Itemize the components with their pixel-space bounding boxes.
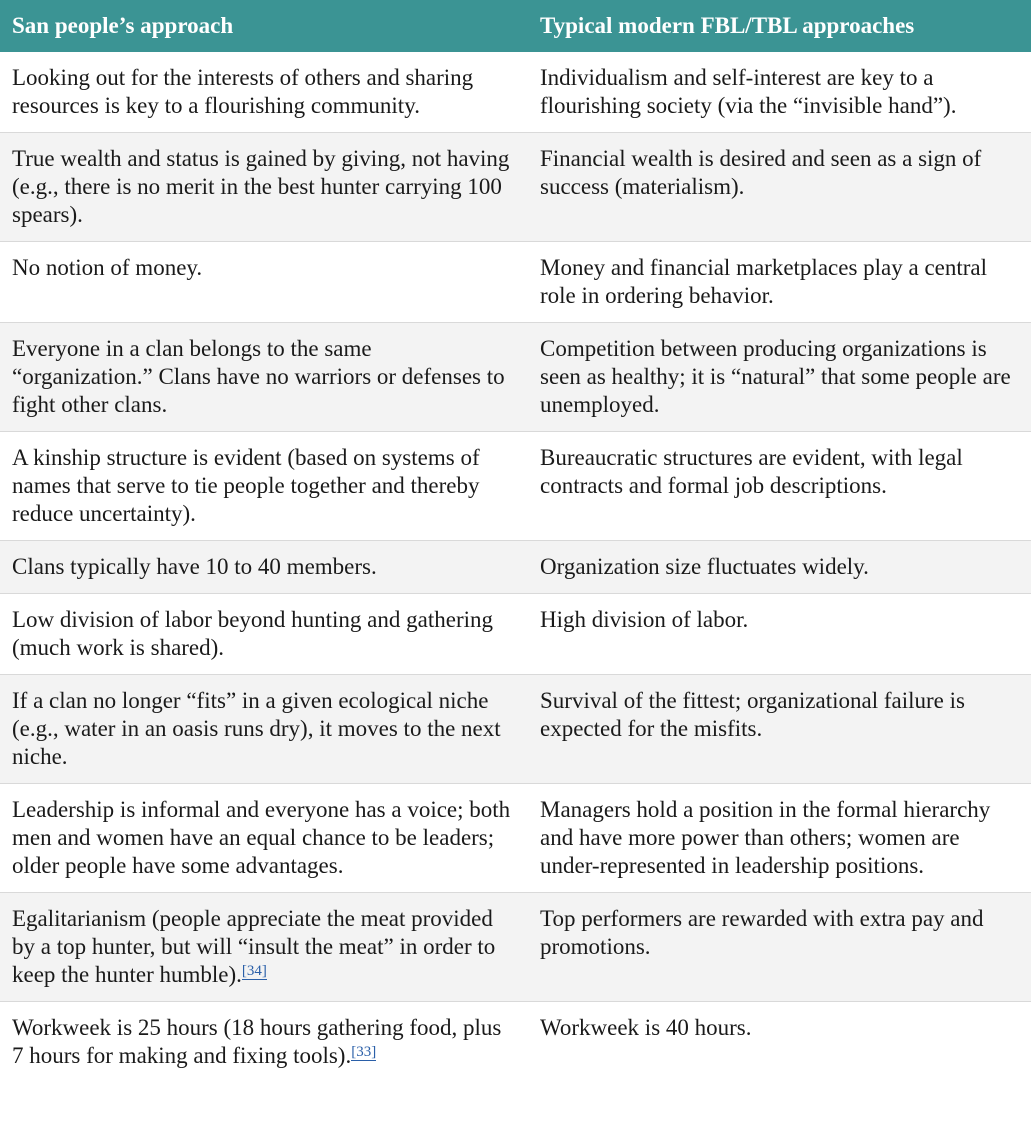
san-cell-text: Low division of labor beyond hunting and gathering (much work is shared). [12, 607, 494, 660]
table-header-row [0, 0, 1031, 52]
table-row [0, 133, 1031, 242]
modern-cell-text: Bureaucratic structures are evident, with legal contracts and formal job descriptions. [540, 445, 963, 498]
modern-cell-text: Money and financial marketplaces play a central role in ordering behavior. [540, 255, 988, 308]
san-cell [0, 133, 528, 242]
san-cell [0, 242, 528, 323]
citation-link-34[interactable]: [34] [241, 963, 267, 979]
san-cell [0, 323, 528, 432]
san-cell-text: Looking out for the interests of others and sharing resources is key to a flourishing community. [12, 65, 474, 118]
modern-cell [528, 52, 1031, 133]
modern-cell-text: Top performers are rewarded with extra pay and promotions. [540, 906, 984, 959]
modern-cell-text: Survival of the fittest; organizational failure is expected for the misfits. [540, 688, 965, 741]
citation-superscript [351, 1044, 376, 1061]
modern-cell [528, 323, 1031, 432]
modern-cell-text: Managers hold a position in the formal hierarchy and have more power than others; women are under-represented in leadership positions. [540, 797, 991, 878]
san-cell [0, 893, 528, 1002]
modern-cell-text: Competition between producing organizations is seen as healthy; it is “natural” that some people are unemployed. [540, 336, 1011, 417]
modern-cell-text: Organization size fluctuates widely. [540, 554, 869, 579]
modern-cell [528, 541, 1031, 594]
san-cell [0, 594, 528, 675]
table-row [0, 432, 1031, 541]
modern-cell [528, 893, 1031, 1002]
modern-cell-text: Individualism and self-interest are key to a flourishing society (via the “invisible hand”). [540, 65, 957, 118]
modern-cell [528, 594, 1031, 675]
table-row [0, 784, 1031, 893]
table-row [0, 1002, 1031, 1083]
san-cell [0, 784, 528, 893]
table-row [0, 594, 1031, 675]
table-row [0, 323, 1031, 432]
citation-link-33[interactable]: [33] [351, 1044, 377, 1060]
san-cell-text: If a clan no longer “fits” in a given ecological niche (e.g., water in an oasis runs dry), it moves to the next niche. [12, 688, 501, 769]
san-cell-text: A kinship structure is evident (based on systems of names that serve to tie people together and thereby reduce uncertainty). [12, 445, 480, 526]
san-cell [0, 541, 528, 594]
san-cell-text: Workweek is 25 hours (18 hours gathering food, plus 7 hours for making and fixing tools). [12, 1015, 502, 1068]
modern-cell-text: Workweek is 40 hours. [540, 1015, 752, 1040]
san-cell-text: Egalitarianism (people appreciate the meat provided by a top hunter, but will “insult the meat” in order to keep the hunter humble). [12, 906, 496, 987]
modern-cell [528, 784, 1031, 893]
modern-cell-text: High division of labor. [540, 607, 749, 632]
table-row [0, 675, 1031, 784]
column-header-modern-approach: Typical modern FBL/TBL approaches [528, 0, 1031, 52]
table-row [0, 541, 1031, 594]
san-cell [0, 675, 528, 784]
table-row [0, 242, 1031, 323]
san-cell-text: Clans typically have 10 to 40 members. [12, 554, 377, 579]
modern-cell [528, 675, 1031, 784]
san-cell-text: Everyone in a clan belongs to the same “organization.” Clans have no warriors or defenses to fight other clans. [12, 336, 505, 417]
san-cell [0, 52, 528, 133]
san-cell-text: True wealth and status is gained by giving, not having (e.g., there is no merit in the best hunter carrying 100 spears). [12, 146, 510, 227]
modern-cell [528, 133, 1031, 242]
san-cell-text: No notion of money. [12, 255, 203, 280]
citation-superscript [242, 963, 267, 980]
table-row [0, 52, 1031, 133]
table-row [0, 893, 1031, 1002]
modern-cell [528, 242, 1031, 323]
column-header-san-approach: San people’s approach [0, 0, 528, 52]
modern-cell-text: Financial wealth is desired and seen as a sign of success (materialism). [540, 146, 982, 199]
modern-cell [528, 1002, 1031, 1083]
san-cell [0, 432, 528, 541]
san-cell [0, 1002, 528, 1083]
modern-cell [528, 432, 1031, 541]
san-cell-text: Leadership is informal and everyone has a voice; both men and women have an equal chance to be leaders; older people have some advantages. [12, 797, 511, 878]
